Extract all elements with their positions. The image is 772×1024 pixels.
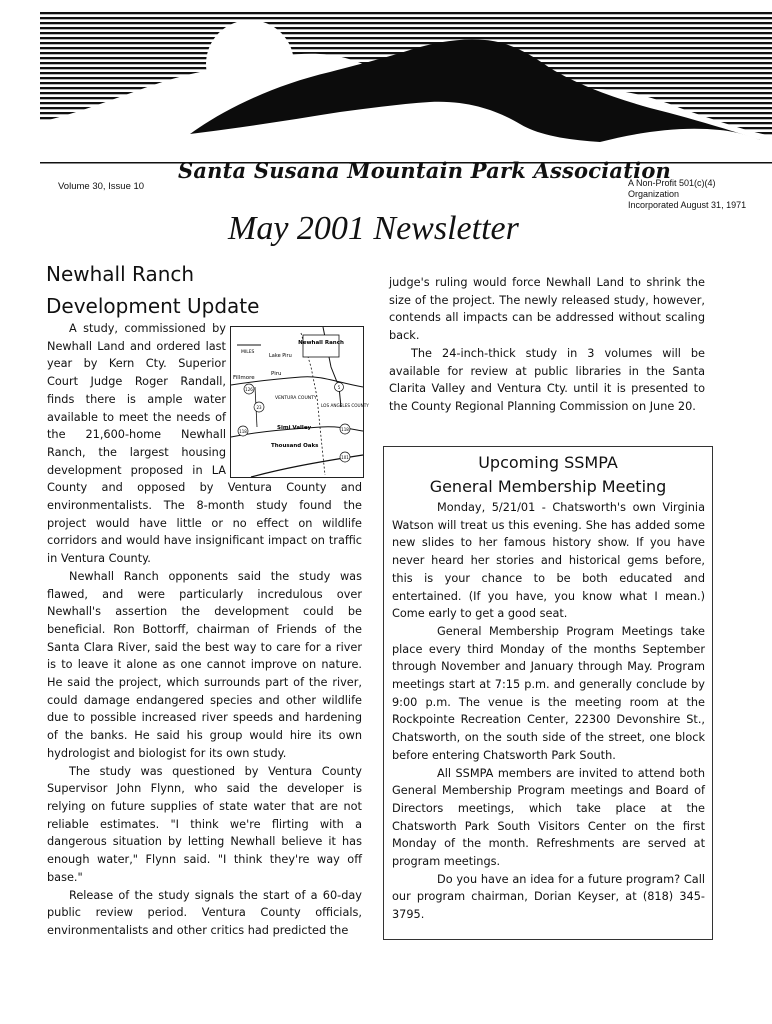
newsletter-title: May 2001 Newsletter: [228, 210, 519, 247]
map-newhall-label: Newhall Ranch: [298, 340, 344, 346]
map-route-118-west: 118: [239, 429, 247, 434]
article-paragraph-1: [47, 320, 362, 568]
article-paragraph-3: The study was questioned by Ventura County Supervisor John Flynn, who said the developer is relying on future supplies of state water that are not reliable estimates. "I think we're flirting with a dangerous situation by letting Newhall believe it has enough water," Flynn said. "I think they're way off base.": [47, 764, 362, 884]
headline-line-2: Development Update: [46, 294, 260, 318]
map-route-118-east: 118: [341, 427, 349, 432]
map-thousand-oaks-label: Thousand Oaks: [271, 443, 319, 449]
meeting-paragraph-1: Monday, 5/21/01 - Chatsworth's own Virginia Watson will treat us this evening. She has added some new slides to her famous history show. If you have never heard her stories and historical gems before, this is your chance to be both educated and entertained. (If you have, you know what I mean.) Come early to get a good seat.: [392, 501, 705, 621]
map-route-23: 23: [256, 405, 262, 410]
nonprofit-line-2: Incorporated August 31, 1971: [628, 200, 747, 210]
article-body: [47, 320, 362, 940]
article-paragraph-5: The 24-inch-thick study in 3 volumes will be available for review at public libraries in the Santa Clarita Valley and Ventura Cty. until it is presented to the County Regional Planning Commission on June 20.: [389, 346, 705, 413]
article-headline: [46, 258, 276, 322]
meeting-box-title: [384, 451, 712, 499]
map-ventura-county-label: VENTURA COUNTY: [275, 396, 317, 401]
meeting-announcement-box: [383, 446, 713, 940]
masthead-mountain-logo: [40, 12, 772, 168]
article-paragraph-4: Release of the study signals the start of a 60-day public review period. Ventura County officials, environmentalists and other critics had predicted the: [47, 888, 362, 937]
article-continuation: [389, 274, 705, 416]
map-miles-label: MILES: [241, 350, 255, 355]
map-piru-label: Piru: [271, 371, 282, 377]
map-lake-piru-label: Lake Piru: [269, 353, 292, 359]
meeting-paragraph-4: Do you have an idea for a future program? Call our program chairman, Dorian Keyser, at (818) 345-3795.: [392, 872, 705, 922]
headline-line-1: Newhall Ranch: [46, 262, 195, 286]
volume-issue: Volume 30, Issue 10: [58, 181, 145, 192]
organization-name: Santa Susana Mountain Park Association: [178, 158, 671, 183]
meeting-title-line-1: Upcoming SSMPA: [478, 453, 618, 472]
article-paragraph-2: Newhall Ranch opponents said the study was flawed, and were particularly incredulous over Newhall's assertion the development could be beneficial. Ron Bottorff, chairman of Friends of the Santa Clara River, said the best way to care for a river is to leave it alone as one cannot improve on nature. He said the project, which surrounds part of the river, could damage endangered species and other wildlife due to possible increased river speeds and hardening of the banks. He said his group would hire its own hydrologist and biologist for its own study.: [47, 569, 362, 760]
map-fillmore-label: Fillmore: [233, 375, 255, 381]
meeting-paragraph-2: General Membership Program Meetings take place every third Monday of the months September through November and January through May. Program meetings start at 7:15 p.m. and generally conclude by 9:00 p.m. The venue is the meeting room at the Rockpointe Recreation Center, 22300 Devonshire St., Chatsworth, on the south side of the street, one block before entering Chatsworth Park South.: [392, 624, 705, 762]
map-route-101: 101: [341, 455, 349, 460]
article-continued-text: judge's ruling would force Newhall Land to shrink the size of the project. The newly released study, however, contends all impacts can be addressed without scaling back.: [389, 276, 705, 343]
map-la-county-label: LOS ANGELES COUNTY: [321, 403, 369, 408]
map-route-126: 126: [245, 387, 253, 392]
map-simi-valley-label: Simi Valley: [277, 425, 312, 431]
map-route-5: 5: [337, 385, 341, 390]
meeting-title-line-2: General Membership Meeting: [429, 477, 667, 496]
nonprofit-statement: [628, 178, 768, 211]
meeting-box-body: [392, 499, 705, 924]
meeting-paragraph-3: All SSMPA members are invited to attend both General Membership Program meetings and Board of Directors meetings, which take place at the Chatsworth Park South Visitors Center on the first Monday of the month. Refreshments are served at program meetings.: [392, 766, 705, 869]
article-paragraph-1-text: A study, commissioned by Newhall Land and ordered last year by Kern Cty. Superior Court Judge Roger Randall, finds there is ample water available to meet the needs of the 21,600-home Newhall Ranch, the largest housing development proposed in LA County and opposed by Ventura County and environmentalists. The 8-month study found the project would have little or no effect on wildlife corridors and would have insignificant impact on traffic in Ventura County.: [47, 322, 362, 566]
nonprofit-line-1: A Non-Profit 501(c)(4) Organization: [628, 178, 716, 199]
